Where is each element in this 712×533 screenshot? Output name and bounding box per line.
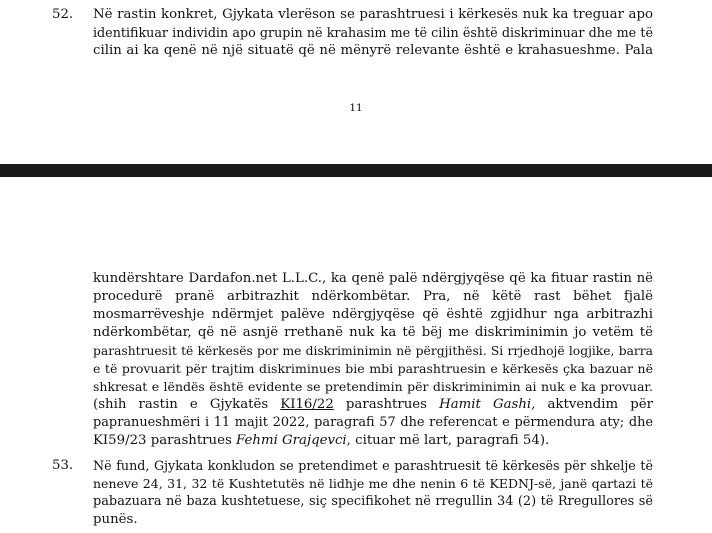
citation-text: KI59/23 parashtrues: [93, 433, 237, 448]
paragraph-number-53: 53.: [52, 458, 74, 473]
paragraph-line: kundërshtare Dardafon.net L.L.C., ka qenë palë ndërgjyqëse që ka fituar rastin në: [93, 271, 653, 286]
paragraph-line: identifikuar individin apo grupin në krahasim me të cilin është diskriminuar dhe me të: [93, 25, 653, 40]
paragraph-line: e të provuarit për trajtim diskriminues bie mbi parashtruesin e kërkesës çka bazuar në: [93, 361, 653, 376]
citation-text: parashtrues: [333, 397, 440, 412]
page-break-divider: [0, 164, 712, 177]
paragraph-line: ndërkombëtar, që në asnjë rrethanë nuk ka të bëj me diskriminimin jo vetëm të: [93, 325, 653, 340]
paragraph-number-52: 52.: [52, 7, 74, 22]
paragraph-53: [93, 457, 653, 529]
paragraph-line: neneve 24, 31, 32 të Kushtetutës në lidhje me dhe nenin 6 të KEDNJ-së, janë qartazi të: [93, 476, 653, 491]
page-number: 11: [349, 102, 363, 114]
citation-line: [93, 396, 653, 414]
paragraph-line: parashtruesit të kërkesës por me diskriminimin në përgjithësi. Si rrjedhojë logjike, barra: [93, 344, 653, 358]
paragraph-52: [93, 6, 653, 60]
paragraph-line: procedurë pranë arbitrazhit ndërkombëtar. Pra, në këtë rast bëhet fjalë: [93, 289, 653, 304]
citation-text: aktvendim për: [535, 397, 653, 412]
paragraph-line: Në fund, Gjykata konkludon se pretendimet e parashtruesit të kërkesës për shkelje të: [93, 458, 653, 473]
citation-line: [93, 432, 653, 450]
paragraph-line: punës.: [93, 512, 138, 527]
paragraph-line: Në rastin konkret, Gjykata vlerëson se parashtruesi i kërkesës nuk ka treguar apo: [93, 7, 653, 22]
citation-prefix: (shih rastin e Gjykatës: [93, 397, 281, 412]
citation-text: , cituar më lart, paragrafi 54).: [346, 433, 550, 448]
applicant-name: Fehmi Grajqevci: [236, 433, 347, 448]
paragraph-line: shkresat e lëndës është evidente se pretendimin për diskriminimin ai nuk e ka provuar.: [93, 379, 653, 394]
applicant-name: Hamit Gashi,: [439, 397, 536, 412]
paragraph-line: cilin ai ka qenë në një situatë që në mënyrë relevante është e krahasueshme. Pala: [93, 43, 653, 58]
paragraph-52-continuation: [93, 270, 653, 450]
case-reference-link[interactable]: KI16/22: [280, 397, 334, 412]
paragraph-line: pabazuara në baza kushtetuese, siç specifikohet në rregullin 34 (2) të Rregullores së: [93, 494, 653, 509]
paragraph-line: mosmarrëveshje ndërmjet palëve ndërgjyqëse që është zgjidhur nga arbitrazhi: [93, 307, 653, 322]
citation-line: papranueshmëri i 11 majit 2022, paragrafi 57 dhe referencat e përmendura aty; dhe: [93, 415, 653, 430]
